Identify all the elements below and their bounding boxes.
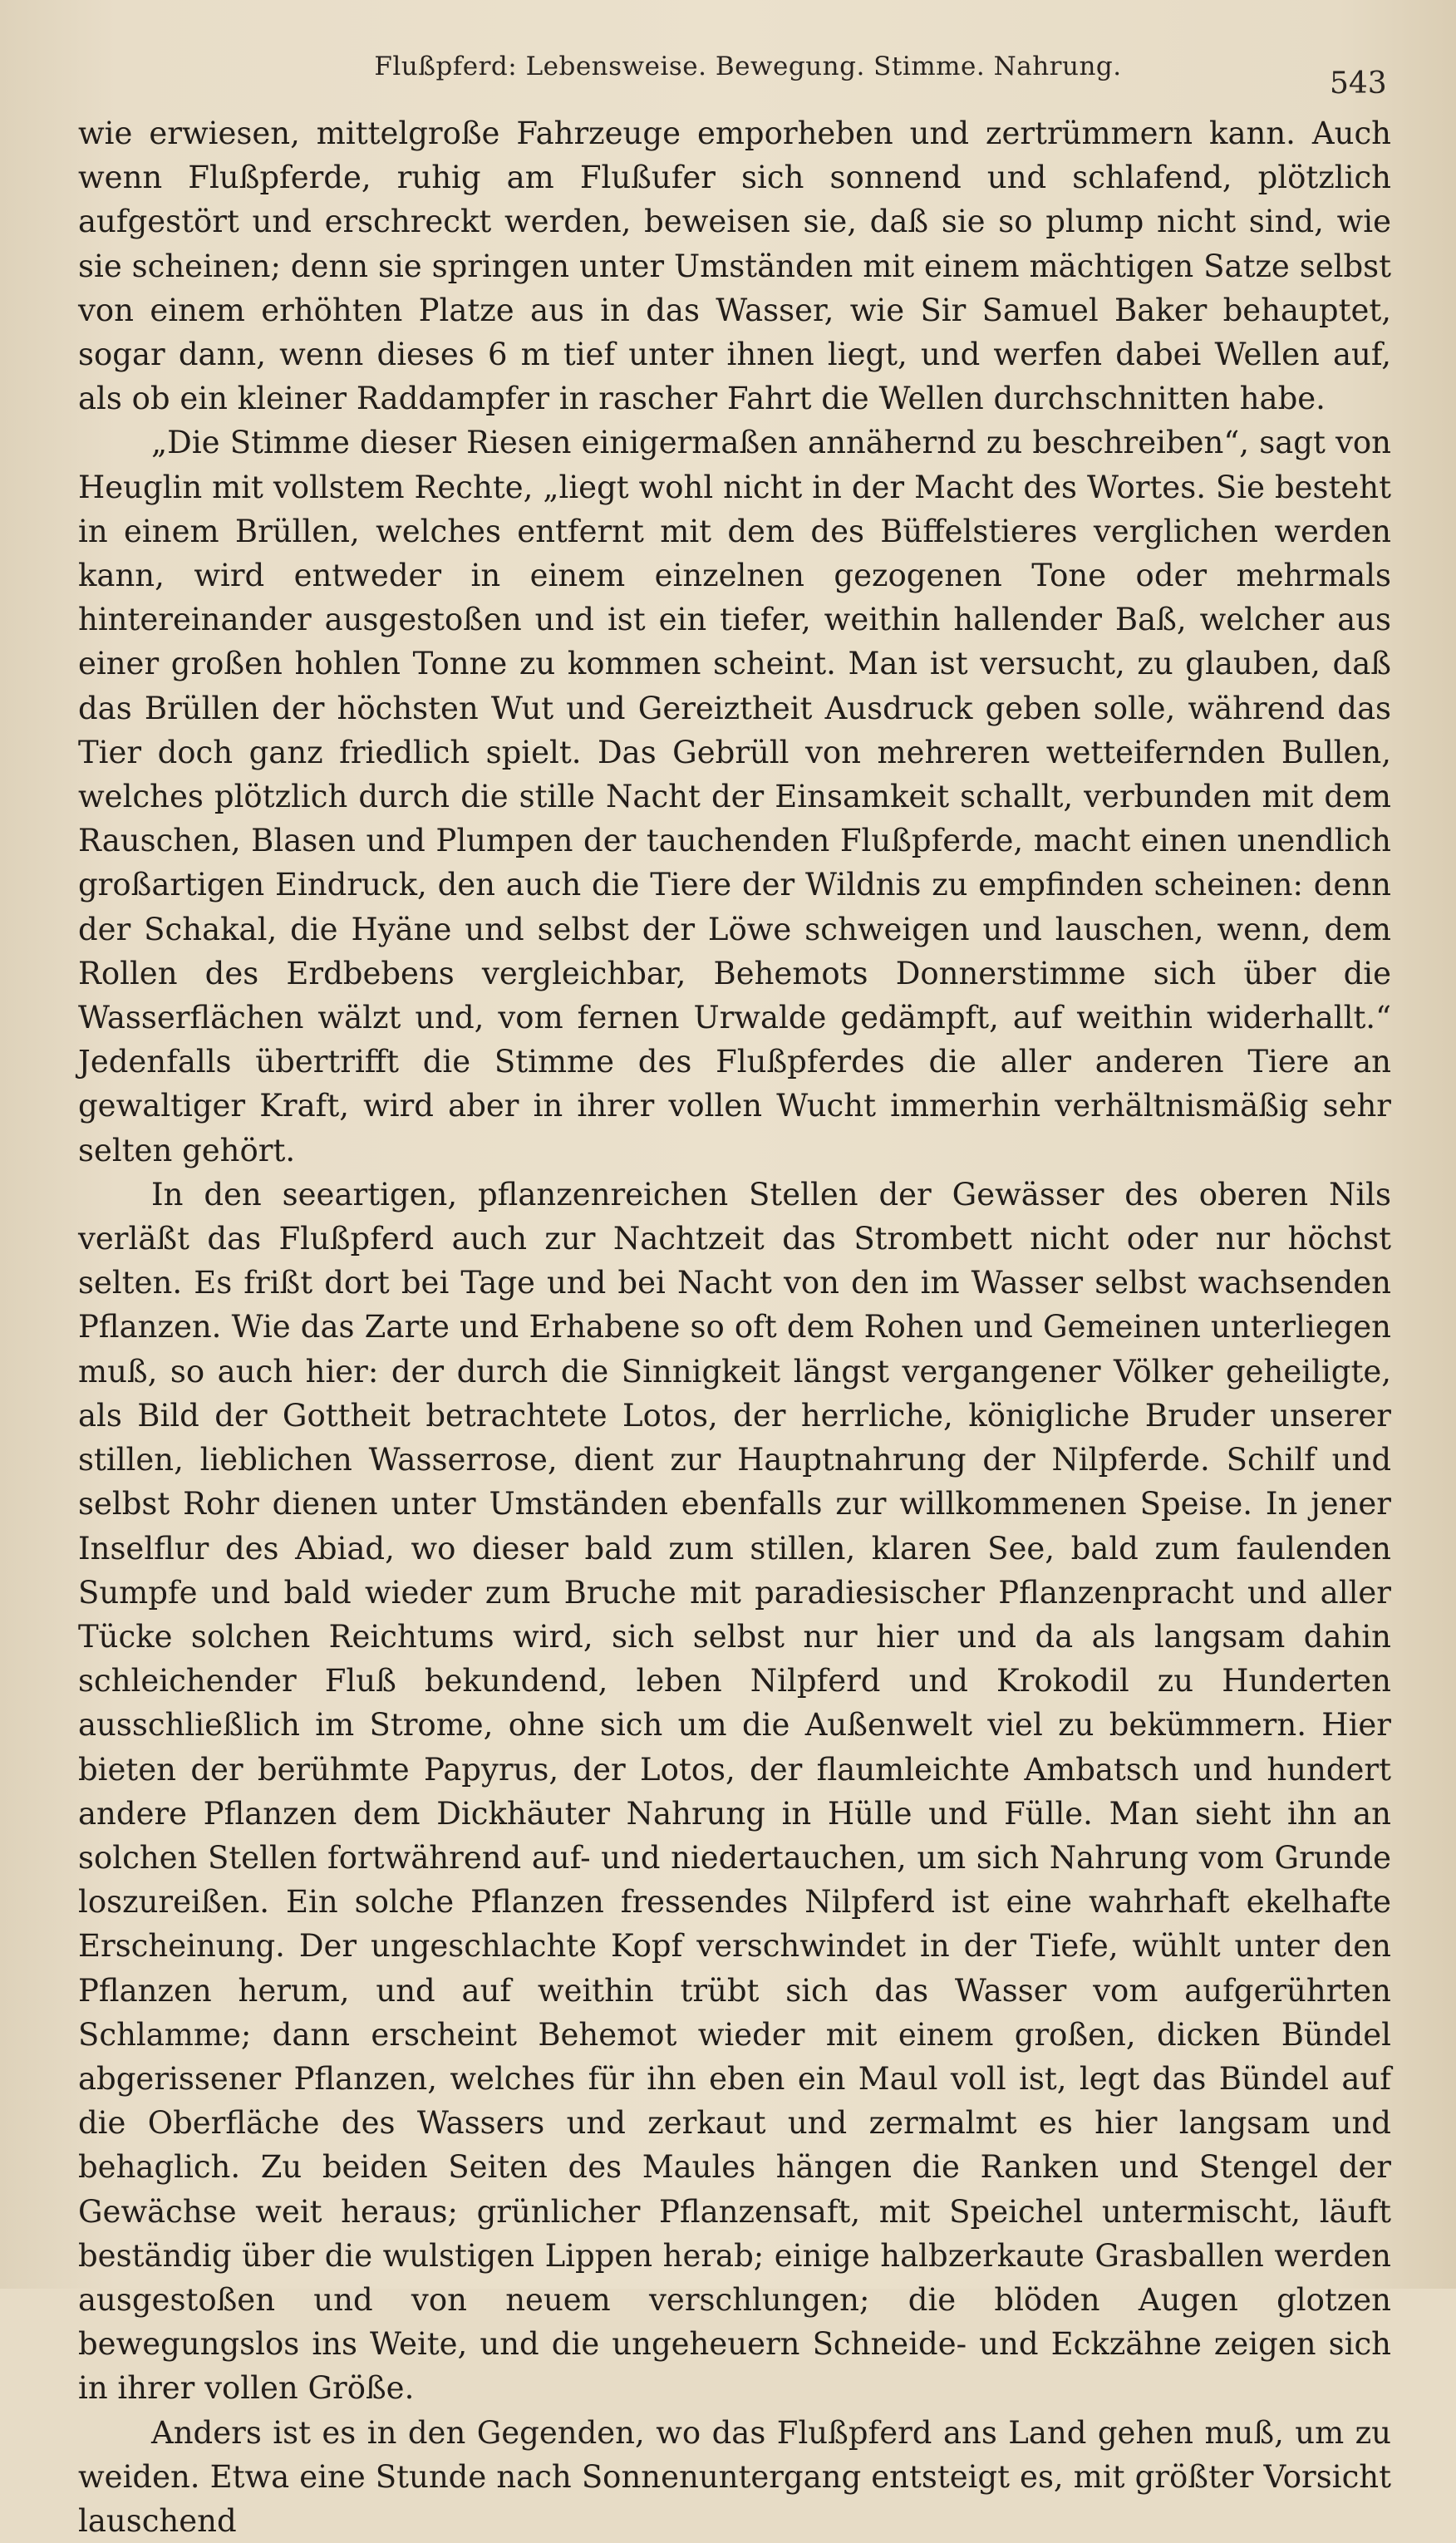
paragraph-2: „Die Stimme dieser Riesen einigermaßen annähernd zu beschreiben“, sagt von Heuglin mit vollstem Rechte, „liegt wohl nicht in der Macht des Wortes. Sie besteht in einem Brüllen, welches entfernt mit dem des Büffelstieres verglichen werden kann, wird entweder in einem einzelnen gezogenen Tone oder mehrmals hintereinander ausgestoßen und ist ein tiefer, weithin hallender Baß, welcher aus einer großen hohlen Tonne zu kommen scheint. Man ist versucht, zu glauben, daß das Brüllen der höchsten Wut und Gereiztheit Ausdruck geben solle, während das Tier doch ganz friedlich spielt. Das Gebrüll von mehreren wetteifernden Bullen, welches plötzlich durch die stille Nacht der Einsamkeit schallt, verbunden mit dem Rauschen, Blasen und Plumpen der tauchenden Flußpferde, macht einen unendlich großartigen Eindruck, den auch die Tiere der Wildnis zu empfinden scheinen: denn der Schakal, die Hyäne und selbst der Löwe schweigen und lauschen, wenn, dem Rollen des Erdbebens vergleichbar, Behemots Donnerstimme sich über die Wasserflächen wälzt und, vom fernen Urwalde gedämpft, auf weithin widerhallt.“ Jedenfalls übertrifft die Stimme des Flußpferdes die aller anderen Tiere an gewaltiger Kraft, wird aber in ihrer vollen Wucht immerhin verhältnismäßig sehr selten gehört. (78, 425, 1391, 1168)
paragraph-1: wie erwiesen, mittelgroße Fahrzeuge emporheben und zertrümmern kann. Auch wenn Flußpferde, ruhig am Flußufer sich sonnend und schlafend, plötzlich aufgestört und erschreckt werden, beweisen sie, daß sie so plump nicht sind, wie sie scheinen; denn sie springen unter Umständen mit einem mächtigen Satze selbst von einem erhöhten Platze aus in das Wasser, wie Sir Samuel Baker behauptet, sogar dann, wenn dieses 6 m tief unter ihnen liegt, und werfen dabei Wellen auf, als ob ein kleiner Raddampfer in rascher Fahrt die Wellen durchschnitten habe. (78, 116, 1391, 417)
paragraph-3: In den seeartigen, pflanzenreichen Stellen der Gewässer des oberen Nils verläßt das Flußpferd auch zur Nachtzeit das Strombett nicht oder nur höchst selten. Es frißt dort bei Tage und bei Nacht von den im Wasser selbst wachsenden Pflanzen. Wie das Zarte und Erhabene so oft dem Rohen und Gemeinen unterliegen muß, so auch hier: der durch die Sinnigkeit längst vergangener Völker geheiligte, als Bild der Gottheit betrachtete Lotos, der herrliche, königliche Bruder unserer stillen, lieblichen Wasserrose, dient zur Hauptnahrung der Nilpferde. Schilf und selbst Rohr dienen unter Umständen ebenfalls zur willkommenen Speise. In jener Inselflur des Abiad, wo dieser bald zum stillen, klaren See, bald zum faulenden Sumpfe und bald wieder zum Bruche mit paradiesischer Pflanzenpracht und aller Tücke solchen Reichtums wird, sich selbst nur hier und da als langsam dahin schleichender Fluß bekundend, leben Nilpferd und Krokodil zu Hunderten ausschließlich im Strome, ohne sich um die Außenwelt viel zu bekümmern. Hier bieten der berühmte Papyrus, der Lotos, der flaumleichte Ambatsch und hundert andere Pflanzen dem Dickhäuter Nahrung in Hülle und Fülle. Man sieht ihn an solchen Stellen fortwährend auf- und niedertauchen, um sich Nahrung vom Grunde loszureißen. Ein solche Pflanzen fressendes Nilpferd ist eine wahrhaft ekelhafte Erscheinung. Der ungeschlachte Kopf verschwindet in der Tiefe, wühlt unter den Pflanzen herum, und auf weithin trübt sich das Wasser vom aufgerührten Schlamme; dann erscheint Behemot wieder mit einem großen, dicken Bündel abgerissener Pflanzen, welches für ihn eben ein Maul voll ist, legt das Bündel auf die Oberfläche des Wassers und zerkaut und zermalmt es hier langsam und behaglich. Zu beiden Seiten des Maules hängen die Ranken und Stengel der Gewächse weit heraus; grünlicher Pflanzensaft, mit Speichel untermischt, läuft beständig über die wulstigen Lippen herab; einige halbzerkaute Grasballen werden ausgestoßen und von neuem verschlungen; die blöden Augen glotzen bewegungslos ins Weite, und die ungeheuern Schneide- und Eckzähne zeigen sich in ihrer vollen Größe. (78, 1176, 1391, 2407)
paragraph-4: Anders ist es in den Gegenden, wo das Flußpferd ans Land gehen muß, um zu weiden. Etwa eine Stunde nach Sonnenuntergang entsteigt es, mit größter Vorsicht lauschend (78, 2414, 1391, 2539)
body-text (78, 111, 1391, 2543)
page-number: 543 (1330, 66, 1387, 101)
running-head: Flußpferd: Lebensweise. Bewegung. Stimme. Nahrung. (374, 52, 1122, 81)
